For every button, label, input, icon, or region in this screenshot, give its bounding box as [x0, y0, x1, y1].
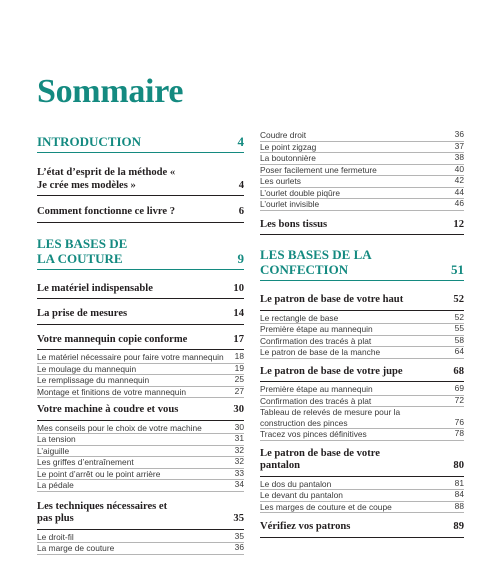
toc-entry-label: Le patron de base de votre jupe [260, 365, 403, 377]
toc-page-number: 58 [454, 334, 464, 345]
toc-entry-label: La marge de couture [37, 543, 115, 553]
toc-entry-label: Vérifiez vos patrons [260, 521, 351, 532]
toc-entry [37, 469, 244, 481]
toc-page-number: 76 [454, 416, 464, 427]
toc-chapter [37, 206, 244, 223]
toc-entry [37, 446, 244, 458]
toc-page-number: 84 [454, 489, 464, 499]
toc-entry-label: Les ourlets [260, 176, 301, 186]
toc-entry-label: Le patron de base de la manche [260, 347, 381, 357]
toc-entry-label: L’ourlet double piqûre [260, 187, 341, 198]
toc-page-number: 80 [453, 460, 464, 471]
toc-chapter [37, 501, 244, 530]
toc-page-number: 10 [233, 282, 244, 294]
toc-entry-label: Le matériel indispensable [37, 282, 153, 294]
toc-entry [260, 502, 464, 514]
toc-entry-label: Le patron de base de votre pantalon [260, 447, 380, 471]
toc-page-number: 46 [454, 198, 464, 208]
toc-entry [260, 324, 464, 336]
toc-page-number: 44 [454, 186, 464, 197]
toc-entry-label: La boutonnière [260, 153, 316, 163]
toc-page-number: 88 [454, 500, 464, 511]
toc-section [37, 236, 244, 270]
toc-entry [260, 396, 464, 408]
toc-page-number: 19 [234, 362, 244, 373]
toc-page-number: 30 [233, 404, 244, 415]
toc-entry [260, 347, 464, 359]
toc-page-number: 72 [454, 394, 464, 405]
toc-chapter [37, 308, 244, 325]
toc-entry-label: Le moulage du mannequin [37, 363, 137, 374]
toc-entry-label: Le point zigzag [260, 141, 317, 152]
toc-entry-label: LES BASES DE LA CONFECTION [260, 247, 371, 277]
toc-entry-label: Première étape au mannequin [260, 384, 373, 394]
toc-page-number: 32 [234, 444, 244, 455]
toc-page-number: 32 [234, 456, 244, 466]
toc-page-number: 35 [234, 530, 244, 541]
toc-entry [260, 199, 464, 211]
toc-page-number: 52 [453, 294, 464, 305]
toc-page-number: 30 [234, 421, 244, 432]
toc-page-number: 14 [233, 308, 244, 319]
toc-section [260, 247, 464, 281]
toc-entry [260, 336, 464, 348]
toc-page-number: 40 [454, 163, 464, 174]
toc-entry-label: Les griffes d’entraînement [37, 457, 134, 467]
toc-entry [37, 532, 244, 544]
toc-entry [37, 434, 244, 446]
toc-page-number: 31 [234, 433, 244, 443]
toc-entry [37, 543, 244, 555]
toc-page-number: 4 [237, 134, 244, 149]
toc-entry-label: Le remplissage du mannequin [37, 375, 150, 385]
toc-page-number: 9 [237, 250, 244, 266]
toc-page-number: 6 [238, 206, 244, 217]
toc-entry-label: L’aiguille [37, 445, 70, 456]
toc-column-left [37, 130, 244, 555]
toc-entry-label: La tension [37, 434, 76, 444]
toc-page-number: 36 [234, 542, 244, 552]
toc-entry [37, 387, 244, 399]
toc-entry-label: INTRODUCTION [37, 134, 142, 149]
toc-entry-label: Le dos du pantalon [260, 478, 332, 489]
toc-entry-label: Le rectangle de base [260, 312, 339, 323]
toc-entry [37, 364, 244, 376]
toc-page-number: 38 [454, 152, 464, 162]
toc-page-number: 52 [454, 311, 464, 322]
toc-page-number: 18 [234, 351, 244, 361]
toc-entry [260, 176, 464, 188]
toc-entry-label: Confirmation des tracés à plat [260, 335, 372, 346]
toc-entry [260, 165, 464, 177]
toc-entry-label: Les marges de couture et de coupe [260, 501, 392, 512]
toc-entry-label: Première étape au mannequin [260, 324, 373, 334]
toc-chapter [37, 334, 244, 351]
toc-entry [260, 313, 464, 325]
page-title: Sommaire [37, 73, 184, 110]
toc-entry [260, 153, 464, 165]
toc-entry-label: Le patron de base de votre haut [260, 294, 404, 305]
toc-chapter [37, 283, 244, 300]
toc-entry [260, 188, 464, 200]
toc-chapter [260, 521, 464, 538]
toc-entry [260, 490, 464, 502]
toc-chapter [260, 448, 464, 477]
toc-entry [260, 479, 464, 491]
toc-entry [260, 130, 464, 142]
toc-entry-label: Poser facilement une fermeture [260, 164, 377, 175]
toc-entry-label: Coudre droit [260, 130, 307, 140]
toc-page-number: 27 [234, 385, 244, 396]
toc-page-number: 81 [454, 477, 464, 488]
toc-entry [260, 407, 464, 429]
toc-page-number: 68 [453, 365, 464, 377]
toc-chapter [37, 167, 244, 196]
toc-entry-label: La pédale [37, 480, 74, 490]
toc-page-number: 64 [454, 346, 464, 356]
toc-page-number: 25 [234, 374, 244, 384]
toc-page-number: 69 [454, 383, 464, 393]
toc-page-number: 37 [454, 140, 464, 151]
toc-page-number: 89 [453, 521, 464, 532]
toc-entry-label: Le devant du pantalon [260, 490, 343, 500]
toc-entry-label: Les bons tissus [260, 218, 328, 230]
toc-entry-label: La prise de mesures [37, 308, 128, 319]
toc-page-number: 51 [451, 262, 464, 277]
toc-column-right [260, 130, 464, 538]
toc-entry-label: L’état d’esprit de la méthode « Je crée mes modèles » [37, 167, 176, 191]
toc-entry-label: Mes conseils pour le choix de votre machine [37, 422, 202, 433]
toc-section [37, 134, 244, 153]
toc-chapter [260, 219, 464, 236]
toc-entry-label: Le point d’arrêt ou le point arrière [37, 468, 161, 479]
toc-page-number: 34 [234, 479, 244, 489]
toc-entry [37, 352, 244, 364]
toc-entry-label: LES BASES DE LA COUTURE [37, 235, 128, 266]
toc-entry [37, 457, 244, 469]
toc-entry [260, 429, 464, 441]
toc-entry-label: Tracez vos pinces définitives [260, 429, 367, 439]
toc-chapter [260, 366, 464, 383]
toc-entry [260, 384, 464, 396]
toc-page-number: 17 [233, 333, 244, 345]
toc-entry [37, 375, 244, 387]
toc-entry-label: Votre mannequin copie conforme [37, 333, 188, 345]
toc-entry [37, 480, 244, 492]
toc-entry-label: Votre machine à coudre et vous [37, 404, 179, 415]
toc-entry-label: Le droit-fil [37, 531, 74, 542]
toc-page-number: 78 [454, 428, 464, 438]
toc-page-number: 35 [233, 513, 244, 524]
toc-entry-label: Montage et finitions de votre mannequin [37, 386, 186, 397]
toc-entry-label: L’ourlet invisible [260, 199, 320, 209]
toc-page-number: 12 [453, 218, 464, 230]
toc-entry [260, 142, 464, 154]
toc-entry-label: Comment fonctionne ce livre ? [37, 206, 176, 217]
toc-entry-label: Tableau de relevés de mesure pour la construction des pinces [260, 407, 401, 428]
toc-entry [37, 423, 244, 435]
toc-page-number: 4 [238, 179, 244, 191]
toc-page-number: 55 [454, 323, 464, 333]
toc-chapter [37, 404, 244, 421]
toc-entry-label: Confirmation des tracés à plat [260, 395, 372, 406]
toc-page-number: 36 [454, 129, 464, 139]
toc-page-number: 42 [454, 175, 464, 185]
toc-entry-label: Le matériel nécessaire pour faire votre mannequin [37, 352, 224, 362]
toc-chapter [260, 294, 464, 311]
toc-page-number: 33 [234, 467, 244, 478]
toc-entry-label: Les techniques nécessaires et pas plus [37, 500, 168, 524]
